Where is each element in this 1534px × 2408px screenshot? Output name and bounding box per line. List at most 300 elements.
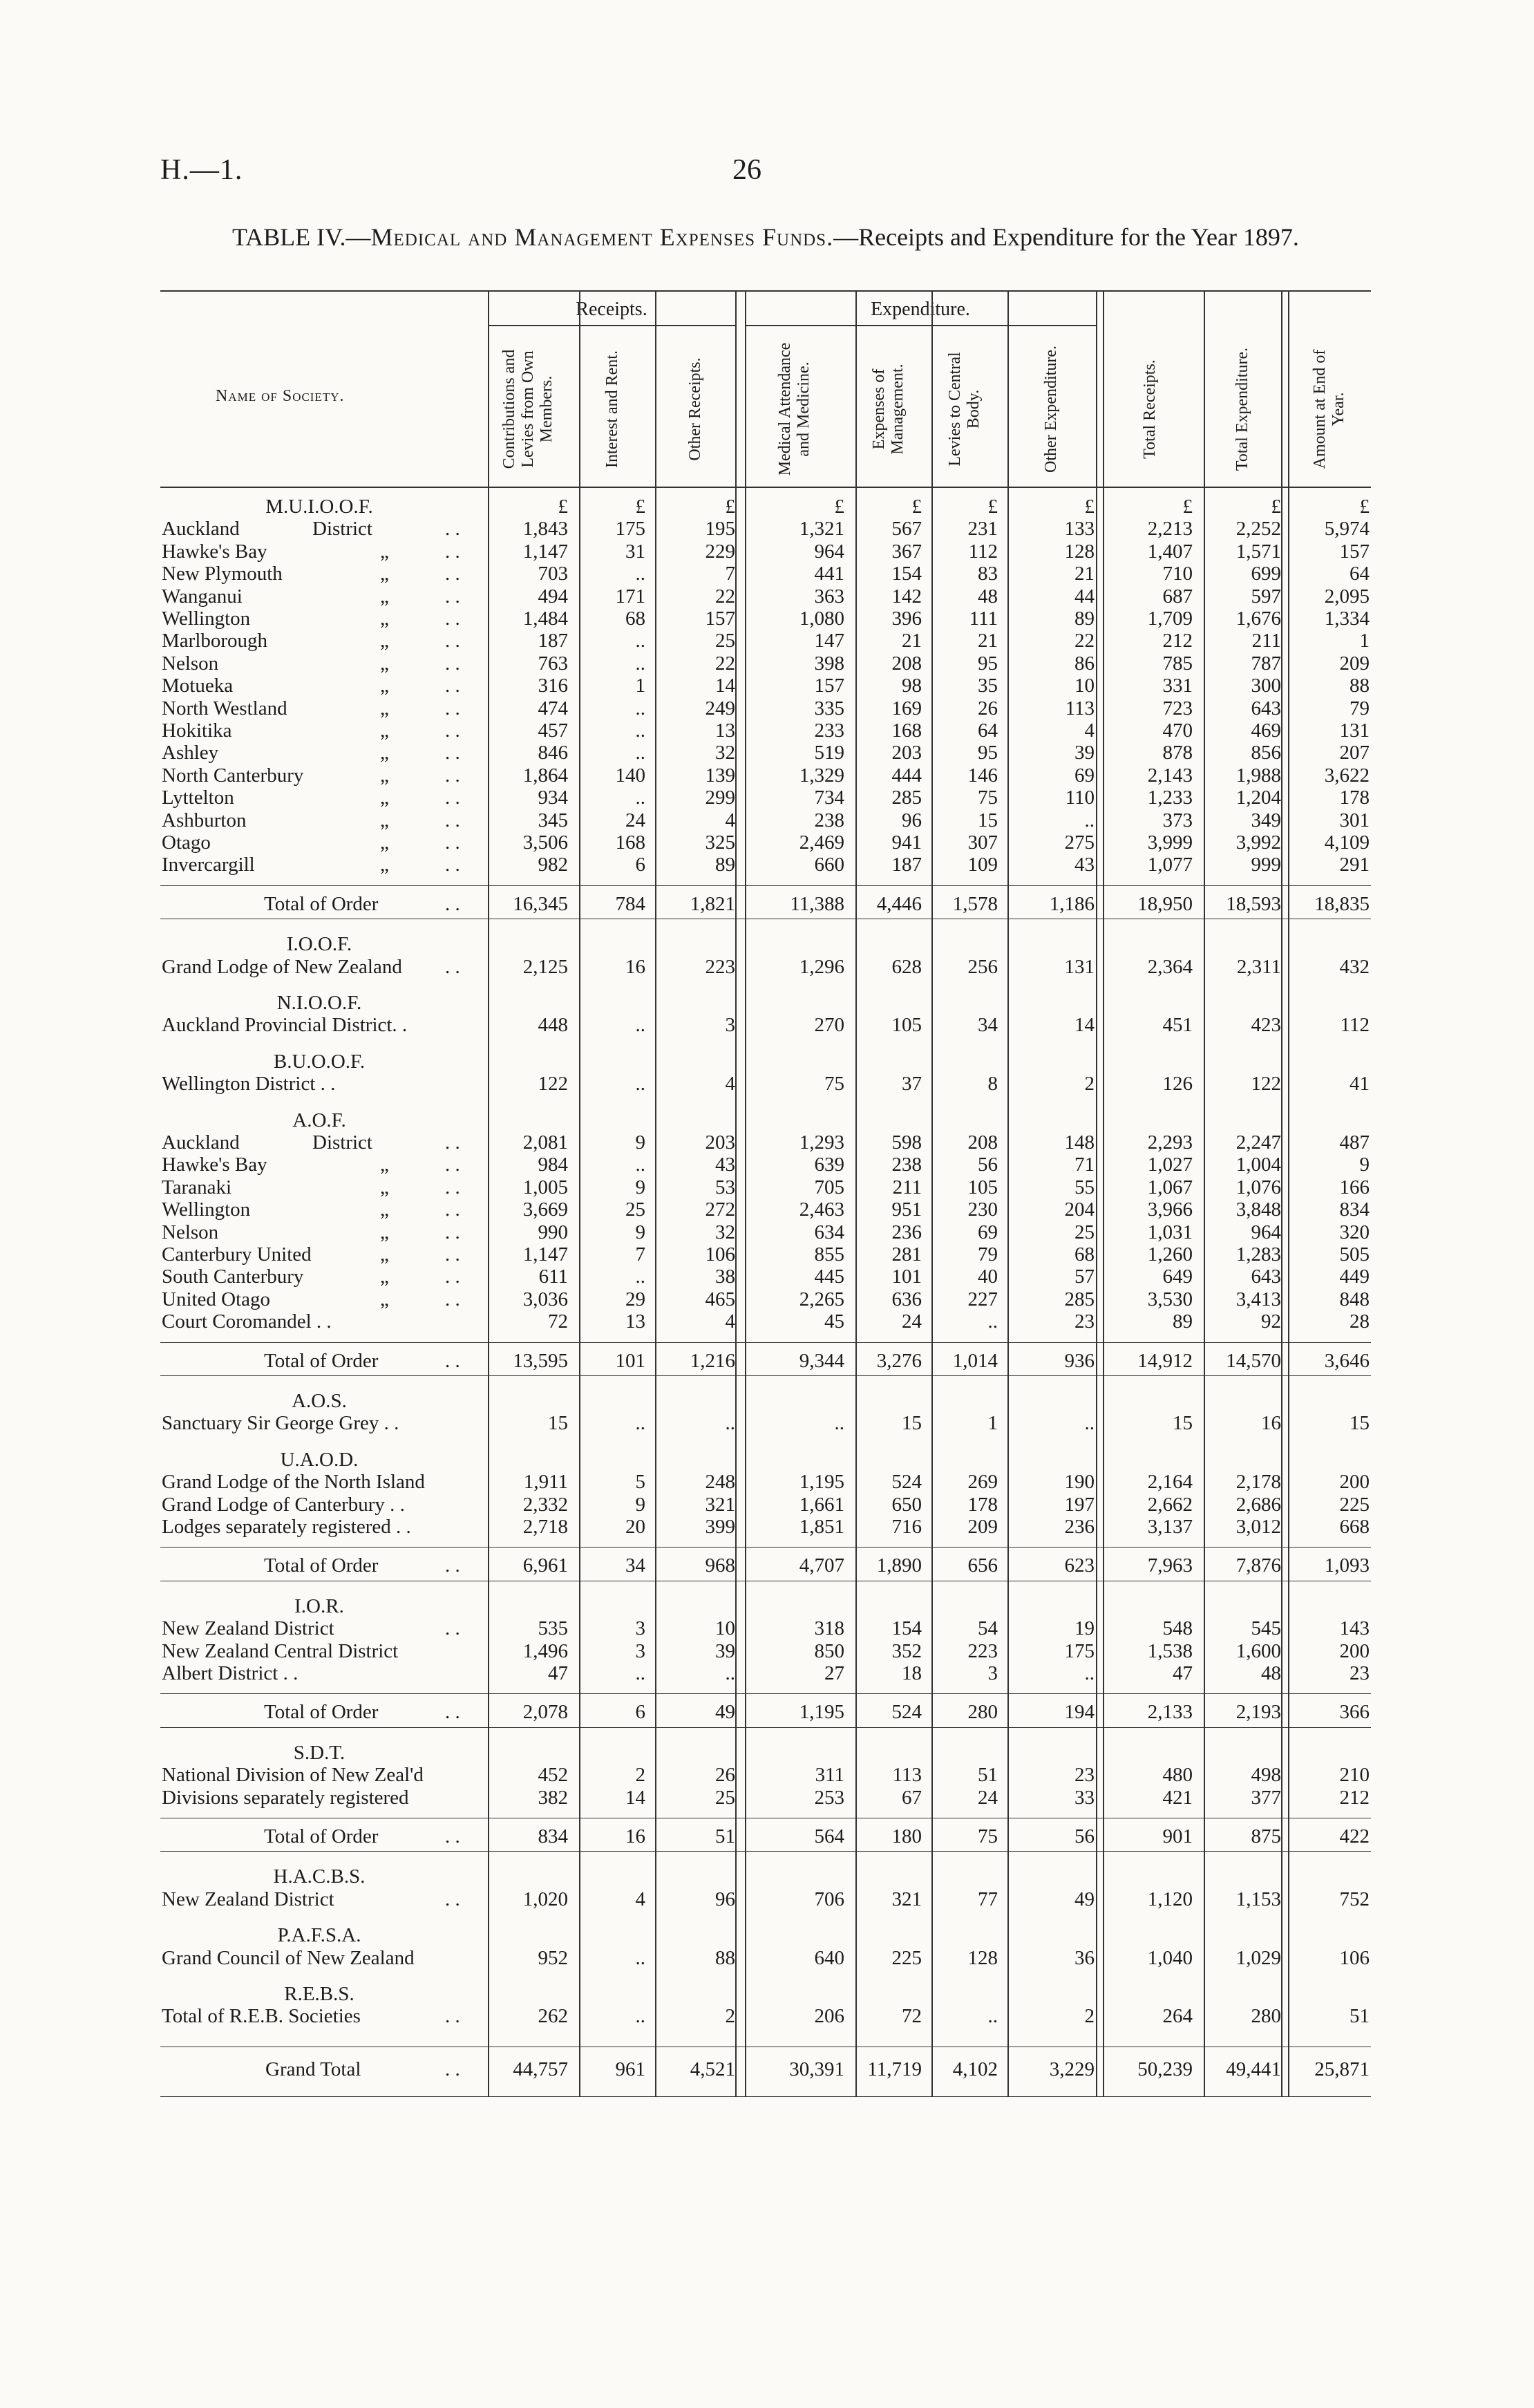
value-cell: 498 — [1251, 1764, 1281, 1787]
value-cell: 457 — [538, 719, 568, 742]
district-label: „ — [380, 764, 389, 787]
total-cell: 834 — [538, 1825, 568, 1847]
district-label: „ — [380, 1198, 389, 1221]
value-cell: .. — [635, 1266, 645, 1288]
district-label: „ — [380, 787, 389, 809]
total-cell: 49 — [715, 1701, 735, 1724]
value-cell: 2,265 — [799, 1288, 844, 1310]
society-row — [160, 630, 1371, 651]
district-label: „ — [380, 1243, 389, 1266]
value-cell: 211 — [892, 1176, 922, 1198]
value-cell: 636 — [891, 1288, 922, 1310]
value-cell: 79 — [978, 1243, 998, 1266]
column-header: Amount at End of Year. — [1311, 349, 1347, 469]
value-cell: 106 — [705, 1243, 735, 1266]
society-order-heading: I.O.R. — [294, 1595, 344, 1617]
value-cell: 639 — [814, 1154, 844, 1176]
total-cell: 11,388 — [790, 892, 844, 915]
value-cell: 699 — [1251, 563, 1281, 585]
society-row — [160, 1311, 1371, 1332]
value-cell: 1,283 — [1235, 1243, 1281, 1266]
value-cell: 270 — [814, 1014, 844, 1037]
value-cell: 210 — [1339, 1764, 1370, 1787]
value-cell: 1,029 — [1235, 1946, 1281, 1969]
leader-dots: . . — [445, 2058, 460, 2080]
name-of-society-header: Name of Society. — [216, 387, 345, 405]
value-cell: 952 — [538, 1946, 568, 1969]
value-cell: 335 — [814, 697, 844, 719]
value-cell: 320 — [1339, 1221, 1370, 1243]
value-cell: 32 — [715, 742, 735, 764]
unit-cell: £ — [1359, 496, 1370, 518]
value-cell: 2,469 — [799, 831, 844, 854]
value-cell: 88 — [715, 1946, 735, 1969]
society-name — [162, 1413, 399, 1433]
value-cell: 16 — [1261, 1412, 1281, 1435]
value-cell: 487 — [1339, 1131, 1370, 1154]
value-cell: 2,662 — [1147, 1493, 1193, 1516]
value-cell: 140 — [615, 764, 645, 787]
value-cell: 649 — [1162, 1266, 1193, 1288]
value-cell: 2,247 — [1235, 1131, 1281, 1154]
value-cell: 95 — [978, 652, 998, 675]
society-row — [160, 586, 1371, 607]
value-cell: 47 — [1173, 1662, 1193, 1684]
value-cell: 33 — [1074, 1786, 1095, 1809]
society-row — [160, 1015, 1371, 1035]
value-cell: 64 — [1350, 563, 1370, 585]
column-header: Medical Attendance and Medicine. — [776, 342, 813, 476]
society-name — [162, 1176, 389, 1198]
society-row — [160, 1073, 1371, 1094]
society-row — [160, 653, 1371, 674]
society-name-text: Wellington — [162, 1198, 251, 1221]
value-cell: 89 — [1173, 1310, 1193, 1333]
society-name — [162, 1471, 425, 1492]
society-row — [160, 1765, 1371, 1785]
society-name — [162, 742, 389, 764]
society-name-text: Ashley — [162, 742, 219, 764]
society-order-heading: N.I.O.O.F. — [276, 992, 362, 1014]
value-cell: 2 — [725, 2005, 735, 2028]
value-cell: 212 — [1339, 1786, 1370, 1809]
society-name — [162, 518, 372, 540]
society-name — [162, 1765, 424, 1785]
expenditure-rule — [745, 325, 1096, 326]
value-cell: 275 — [1064, 831, 1095, 854]
society-row — [160, 1132, 1371, 1153]
value-cell: 24 — [625, 809, 645, 831]
value-cell: 316 — [538, 675, 568, 697]
value-cell: 3 — [987, 1662, 998, 1684]
total-top-rule — [160, 1547, 1371, 1548]
value-cell: 139 — [705, 764, 735, 787]
society-row — [160, 787, 1371, 808]
value-cell: 203 — [705, 1131, 735, 1154]
society-row — [160, 1471, 1371, 1492]
value-cell: 133 — [1064, 518, 1095, 540]
value-cell: 7 — [635, 1243, 645, 1266]
value-cell: 448 — [538, 1014, 568, 1037]
total-cell: 1,890 — [876, 1554, 922, 1577]
value-cell: 640 — [814, 1946, 844, 1969]
value-cell: 168 — [615, 831, 645, 854]
page-number: 26 — [732, 154, 761, 186]
value-cell: 105 — [967, 1176, 998, 1198]
society-row — [160, 1154, 1371, 1175]
table-bottom-rule — [160, 2096, 1371, 2097]
total-cell: 1,216 — [690, 1349, 735, 1372]
value-cell: 628 — [891, 955, 922, 978]
value-cell: 22 — [715, 652, 735, 675]
table-top-rule — [160, 290, 1371, 292]
total-label: Total of Order — [264, 1825, 379, 1847]
value-cell: 225 — [891, 1946, 922, 1969]
value-cell: 21 — [1074, 563, 1095, 585]
value-cell: 207 — [1339, 742, 1370, 764]
society-name-text: Auckland — [162, 518, 240, 540]
value-cell: 349 — [1251, 809, 1281, 831]
value-cell: 396 — [891, 608, 922, 630]
value-cell: 3 — [635, 1639, 645, 1662]
society-name — [162, 630, 389, 652]
leader-dots: . . — [445, 892, 460, 915]
value-cell: 37 — [902, 1073, 922, 1095]
value-cell: 269 — [967, 1471, 998, 1494]
value-cell: 203 — [891, 742, 922, 764]
value-cell: 223 — [705, 955, 735, 978]
value-cell: 122 — [538, 1073, 568, 1095]
total-of-order-row — [160, 1351, 1371, 1371]
leader-dots: . . — [445, 809, 460, 831]
total-cell: 875 — [1251, 1825, 1281, 1847]
value-cell: 723 — [1162, 697, 1193, 719]
title-suffix: —Receipts and Expenditure for the Year 1897. — [833, 223, 1299, 251]
value-cell: 86 — [1074, 652, 1095, 675]
value-cell: 16 — [625, 955, 645, 978]
value-cell: 24 — [902, 1310, 922, 1333]
total-bottom-rule — [160, 1851, 1371, 1852]
unit-cell: £ — [1182, 496, 1193, 518]
value-cell: 1,080 — [799, 608, 844, 630]
district-label: „ — [380, 1176, 389, 1198]
value-cell: 469 — [1251, 719, 1281, 742]
total-cell: 656 — [967, 1554, 998, 1577]
total-cell: 366 — [1339, 1701, 1370, 1724]
district-label: „ — [380, 1288, 389, 1310]
value-cell: 67 — [902, 1786, 922, 1809]
value-cell: 24 — [978, 1786, 998, 1809]
value-cell: 687 — [1162, 585, 1193, 608]
society-name-text: South Canterbury — [162, 1266, 304, 1288]
district-label: „ — [380, 585, 389, 608]
total-cell: 280 — [967, 1701, 998, 1724]
society-name — [162, 1015, 407, 1035]
leader-dots: . . — [445, 955, 460, 978]
value-cell: 113 — [1065, 697, 1095, 719]
value-cell: 331 — [1162, 675, 1193, 697]
total-cell: 194 — [1064, 1701, 1095, 1724]
value-cell: 83 — [978, 563, 998, 585]
society-name — [162, 652, 389, 675]
total-cell: 1,821 — [690, 892, 735, 915]
value-cell: .. — [635, 1073, 645, 1095]
value-cell: .. — [635, 1412, 645, 1435]
society-name — [162, 809, 389, 831]
value-cell: 101 — [891, 1266, 922, 1288]
value-cell: 2,095 — [1324, 585, 1370, 608]
value-cell: 71 — [1074, 1154, 1095, 1176]
total-cell: 4,707 — [799, 1554, 844, 1577]
value-cell: 72 — [902, 2005, 922, 2028]
value-cell: 716 — [891, 1516, 922, 1538]
district-label: District — [312, 518, 372, 540]
value-cell: 25 — [625, 1198, 645, 1221]
value-cell: 787 — [1251, 652, 1281, 675]
total-cell: 18,835 — [1314, 892, 1370, 915]
total-cell: 1,093 — [1324, 1554, 1370, 1577]
total-cell: 936 — [1064, 1349, 1095, 1372]
district-label: „ — [380, 563, 389, 585]
society-name-text: Sanctuary Sir George Grey . . — [162, 1412, 399, 1435]
value-cell: 69 — [1074, 764, 1095, 787]
value-cell: 14 — [1074, 1014, 1095, 1037]
value-cell: 1,864 — [522, 764, 568, 787]
total-bottom-rule — [160, 1727, 1371, 1728]
value-cell: .. — [635, 652, 645, 675]
leader-dots: . . — [445, 2005, 460, 2028]
society-name-text: Grand Lodge of the North Island — [162, 1471, 425, 1494]
total-label: Total of Order — [264, 892, 379, 915]
value-cell: 3,966 — [1147, 1198, 1193, 1221]
total-label: Total of Order — [264, 1554, 379, 1577]
value-cell: .. — [725, 1662, 735, 1684]
value-cell: 474 — [538, 697, 568, 719]
grand-total-cell: 4,102 — [952, 2058, 998, 2080]
value-cell: 951 — [891, 1198, 922, 1221]
society-name-text: Invercargill — [162, 854, 255, 876]
society-row — [160, 608, 1371, 629]
total-cell: 1,014 — [952, 1349, 998, 1372]
value-cell: 27 — [824, 1662, 844, 1684]
value-cell: 2,293 — [1147, 1131, 1193, 1154]
society-name — [162, 764, 389, 787]
value-cell: .. — [635, 630, 645, 652]
value-cell: 848 — [1339, 1288, 1370, 1310]
society-row — [160, 675, 1371, 696]
value-cell: 4 — [725, 1073, 735, 1095]
value-cell: 212 — [1162, 630, 1193, 652]
value-cell: 7 — [725, 563, 735, 585]
value-cell: 494 — [538, 585, 568, 608]
value-cell: 9 — [635, 1493, 645, 1516]
value-cell: 48 — [978, 585, 998, 608]
leader-dots: . . — [445, 608, 460, 630]
value-cell: .. — [635, 742, 645, 764]
value-cell: 142 — [891, 585, 922, 608]
value-cell: 505 — [1339, 1243, 1370, 1266]
value-cell: 96 — [902, 809, 922, 831]
value-cell: 373 — [1162, 809, 1193, 831]
total-cell: 18,593 — [1226, 892, 1281, 915]
value-cell: 2,686 — [1235, 1493, 1281, 1516]
district-label: District — [312, 1131, 372, 1154]
value-cell: 668 — [1339, 1516, 1370, 1538]
value-cell: 51 — [1350, 2005, 1370, 2028]
value-cell: 230 — [967, 1198, 998, 1221]
society-row — [160, 1641, 1371, 1662]
leader-dots: . . — [445, 787, 460, 809]
value-cell: 367 — [891, 540, 922, 563]
total-label: Total of Order — [264, 1349, 379, 1372]
column-header: Total Receipts. — [1140, 359, 1159, 459]
value-cell: 964 — [814, 540, 844, 563]
value-cell: 545 — [1251, 1617, 1281, 1640]
value-cell: 109 — [967, 854, 998, 876]
society-name-text: National Division of New Zeal'd — [162, 1764, 424, 1787]
value-cell: 204 — [1064, 1198, 1095, 1221]
value-cell: 660 — [814, 854, 844, 876]
value-cell: 154 — [891, 1617, 922, 1640]
leader-dots: . . — [445, 1617, 460, 1640]
value-cell: 72 — [548, 1310, 568, 1333]
society-order-heading: R.E.B.S. — [284, 1983, 354, 2005]
value-cell: 1,077 — [1147, 854, 1193, 876]
total-cell: 16,345 — [513, 892, 568, 915]
value-cell: 200 — [1339, 1639, 1370, 1662]
value-cell: 3,413 — [1235, 1288, 1281, 1310]
value-cell: 209 — [1339, 652, 1370, 675]
value-cell: 834 — [1339, 1198, 1370, 1221]
value-cell: 13 — [715, 719, 735, 742]
value-cell: .. — [635, 719, 645, 742]
value-cell: 444 — [891, 764, 922, 787]
value-cell: 148 — [1064, 1131, 1095, 1154]
society-order-heading: U.A.O.D. — [280, 1448, 359, 1471]
value-cell: 69 — [978, 1221, 998, 1243]
value-cell: 982 — [538, 854, 568, 876]
value-cell: 39 — [1074, 742, 1095, 764]
value-cell: 321 — [891, 1888, 922, 1910]
society-name-text: Nelson — [162, 652, 219, 675]
society-name-text: Auckland Provincial District. . — [162, 1014, 408, 1037]
society-row — [160, 1787, 1371, 1808]
total-cell: 34 — [625, 1554, 645, 1577]
value-cell: 2,125 — [522, 955, 568, 978]
value-cell: 206 — [814, 2005, 844, 2028]
value-cell: 15 — [1173, 1412, 1193, 1435]
district-label: „ — [380, 540, 389, 563]
value-cell: 1,027 — [1147, 1154, 1193, 1176]
society-order-heading: A.O.F. — [292, 1109, 346, 1131]
value-cell: 382 — [538, 1786, 568, 1809]
value-cell: .. — [635, 563, 645, 585]
society-name — [162, 1131, 372, 1154]
leader-dots: . . — [445, 1266, 460, 1288]
value-cell: 43 — [1074, 854, 1095, 876]
society-row — [160, 1199, 1371, 1220]
value-cell: 785 — [1162, 652, 1193, 675]
value-cell: 68 — [1074, 1243, 1095, 1266]
society-name — [162, 675, 389, 697]
value-cell: 75 — [978, 787, 998, 809]
society-name — [162, 787, 389, 809]
value-cell: .. — [1084, 809, 1095, 831]
value-cell: 36 — [1074, 1946, 1095, 1969]
value-cell: 25 — [715, 630, 735, 652]
society-name — [162, 957, 402, 977]
society-name-text: North Canterbury — [162, 764, 304, 787]
value-cell: 1,709 — [1147, 608, 1193, 630]
district-label: „ — [380, 742, 389, 764]
value-cell: 3,622 — [1324, 764, 1370, 787]
value-cell: 4 — [725, 1310, 735, 1333]
value-cell: 1,496 — [522, 1639, 568, 1662]
value-cell: 6 — [635, 854, 645, 876]
society-name-text: Wanganui — [162, 585, 243, 608]
society-name — [162, 563, 389, 585]
value-cell: 8 — [987, 1073, 998, 1095]
value-cell: 763 — [538, 652, 568, 675]
value-cell: 262 — [538, 2005, 568, 2028]
column-header: Interest and Rent. — [603, 350, 621, 468]
value-cell: 51 — [978, 1764, 998, 1787]
value-cell: 68 — [625, 608, 645, 630]
value-cell: 209 — [967, 1516, 998, 1538]
society-name-text: New Zealand District — [162, 1888, 334, 1910]
value-cell: 3,999 — [1147, 831, 1193, 854]
value-cell: 421 — [1162, 1786, 1193, 1809]
value-cell: 2 — [1084, 1073, 1095, 1095]
total-top-rule — [160, 1693, 1371, 1694]
value-cell: 249 — [705, 697, 735, 719]
value-cell: 2,143 — [1147, 764, 1193, 787]
grand-total-label: Grand Total — [265, 2058, 361, 2080]
value-cell: 18 — [902, 1662, 922, 1684]
value-cell: 445 — [814, 1266, 844, 1288]
value-cell: 3,669 — [522, 1198, 568, 1221]
value-cell: 3,992 — [1235, 831, 1281, 854]
leader-dots: . . — [445, 563, 460, 585]
value-cell: 1,571 — [1235, 540, 1281, 563]
value-cell: .. — [635, 787, 645, 809]
value-cell: 143 — [1339, 1617, 1370, 1640]
value-cell: 53 — [715, 1176, 735, 1198]
society-row — [160, 1244, 1371, 1265]
society-row — [160, 1177, 1371, 1198]
value-cell: 178 — [967, 1493, 998, 1516]
value-cell: 2,718 — [522, 1516, 568, 1538]
value-cell: 197 — [1064, 1493, 1095, 1516]
value-cell: 1 — [1359, 630, 1370, 652]
value-cell: 175 — [615, 518, 645, 540]
leader-dots: . . — [445, 1288, 460, 1310]
district-label: „ — [380, 1266, 389, 1288]
value-cell: 35 — [978, 675, 998, 697]
society-name — [162, 1889, 334, 1910]
leader-dots: . . — [445, 518, 460, 540]
value-cell: 187 — [538, 630, 568, 652]
value-cell: 211 — [1251, 630, 1281, 652]
title-fund-name: Medical and Management Expenses Funds. — [370, 223, 834, 251]
society-order-heading: M.U.I.O.O.F. — [265, 496, 373, 518]
value-cell: 399 — [705, 1516, 735, 1538]
value-cell: 1,120 — [1147, 1888, 1193, 1910]
value-cell: 231 — [967, 518, 998, 540]
value-cell: 598 — [891, 1131, 922, 1154]
value-cell: 2 — [1084, 2005, 1095, 2028]
value-cell: 105 — [891, 1014, 922, 1037]
